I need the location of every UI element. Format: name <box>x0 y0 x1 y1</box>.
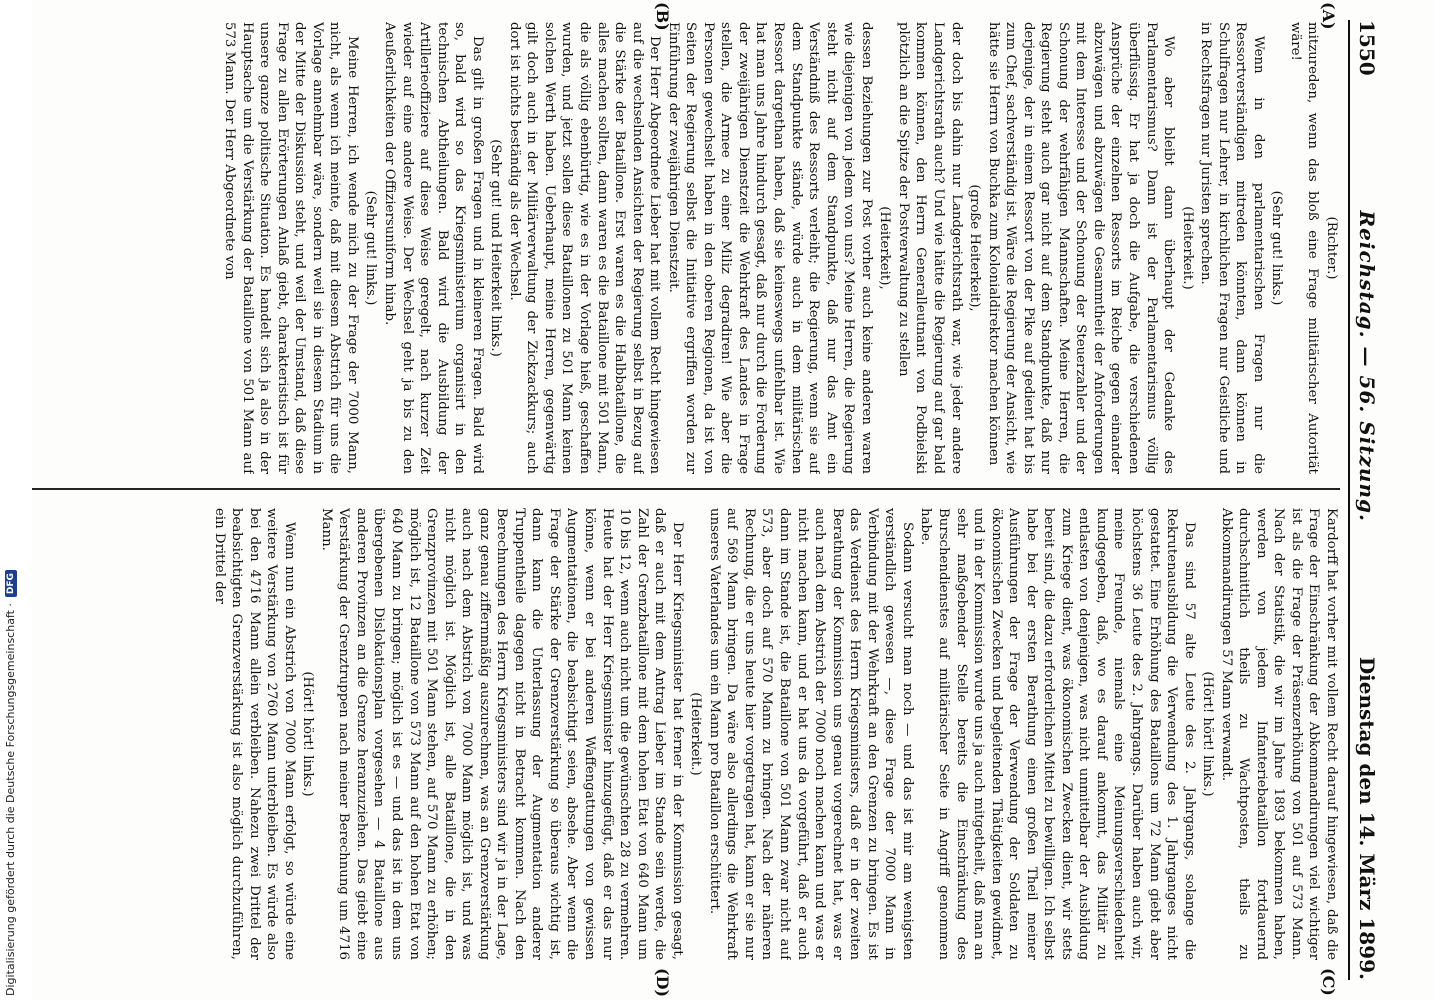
header-date: Dienstag den 14. März 1899. <box>1355 656 1379 980</box>
page-rotated <box>2 0 1392 1000</box>
paragraph: Sodann versucht man noch — und das ist mir am wenigsten verständlich gewesen —, diese Frage der 7000 Mann in Verbindung mit der Wehrkraft an den Grenzen zu bringen. Es ist das Verdienst des Herrn Kriegsministers, daß er in der zweiten Berathung der Kommission uns genau vorgerechnet hat, was er auch nach dem Abstrich der 7000 noch machen kann und was er nicht machen kann, und er hat uns da vorgeführt, daß er auch dann im Stande ist, die Bataillone von 501 Mann zwar nicht auf 573, aber doch auf 570 Mann zu bringen. Nach der näheren Rechnung, die er uns heute hier vorgetragen hat, kann er sie nur auf 569 Mann bringen. Da wäre also allerdings die Wehrkraft unseres Vaterlandes um ein Mann pro Bataillon erschüttert. <box>706 508 915 960</box>
right-column <box>20 508 1340 960</box>
paragraph: Kardorff hat vorher mit vollem Recht darauf hingewiesen, daß die Frage der Einschränkung der Abkommandirungen viel wichtiger ist als die Frage der Präsenzerhöhung von 501 auf 573 Mann. Nach der Statistik, die wir im Jahre 1893 bekommen haben, werden von jedem Infanteriebataillon fortdauernd durchschnittlich theils zu Wachtposten, theils zu Abkommandirungen 57 Mann verwandt. <box>1218 508 1339 960</box>
margin-marker-c: (C) <box>1319 968 1338 996</box>
paragraph: Das sind 57 alte Leute des 2. Jahrgangs, solange die Rekrutenausbildung die Verwendung des 1. Jahrganges nicht gestattet. Eine Erhöhung des Bataillons um 72 Mann giebt aber höchstens 36 Leute des 2. Jahrgangs. Darüber haben auch wir, meine Freunde, niemals eine Meinungsverschiedenheit kundgegeben, daß, wo es darauf ankommt, das Militär zu entlasten von denjenigen, was nicht unmittelbar der Ausbildung zum Kriege dient, was ökonomischen Zwecken dient, wir stets bereit sind, die dazu erforderlichen Mittel zu bewilligen. Ich selbst habe bei der ersten Berathung einen großen Theil meiner Ausführungen der Frage der Verwendung der Soldaten zu ökonomischen Zwecken und begleitenden Thätigkeiten gewidmet, und in der Kommission wurde uns ja auch mitgetheilt, daß man an sehr maßgebender Stelle bereits die Einschränkung des Burschendienstes auf militärischer Seite in Angriff genommen habe. <box>918 508 1197 960</box>
header-title: Reichstag. — 56. Sitzung. <box>1355 210 1379 522</box>
footer-strip <box>0 0 32 1000</box>
page-number: 1550 <box>1355 20 1379 76</box>
paragraph: Der Herr Kriegsminister hat ferner in der Kommission gesagt, daß er auch mit dem Antrag Lieber im Stande sein werde, die Zahl der Grenzbataillone mit dem hohen Etat von 640 Mann um 10 bis 12, wenn auch nicht um die gewünschten 28 zu vermehren. Heute hat der Herr Kriegsminister hinzugefügt, daß er das nur könne, wenn er bei anderen Waffengattungen von gewissen Augmentationen, die beabsichtigt seien, absehe. Aber wenn die Frage der Stärke der Grenzverstärkung so überaus wichtig ist, dann kann die Unterlassung der Augmentation anderer Truppentheile dagegen nicht in Betracht kommen. Nach den Berechnungen des Herrn Kriegsministers sind wir ja in der Lage, ganz genau ziffernmäßig auszurechnen, was an Grenzverstärkung auch nach dem Abstrich von 7000 Mann möglich ist, und was nicht möglich ist. Möglich ist, alle Bataillone, die in den Grenzprovinzen mit 501 Mann stehen, auf 570 Mann zu erhöhen; möglich ist, 12 Bataillone von 573 Mann auf den hohen Etat von 640 Mann zu bringen; möglich ist es — und das ist in dem uns übergebenen Dislokationsplan vorgesehen — 4 Bataillone aus anderen Provinzen an die Grenze heranzuziehen. Das giebt eine Verstärkung der Grenztruppen nach meiner Berechnung um 4716 Mann. <box>318 508 685 960</box>
interjection: (Heiterkeit), <box>877 206 893 290</box>
margin-marker-a: (A) <box>1319 2 1338 30</box>
interjection: (Hört! hört! links.) <box>1200 671 1216 797</box>
paragraph: Der Herr Abgeordnete Lieber hat mit vollem Recht hingewiesen auf die wechselnden Ansichten der Regierung selbst in Bezug auf die Stärke der Bataillone. Erst waren es die Halbbataillone, die alles machen sollten, dann waren es die Bataillone mit 501 Mann, die als völlig ebenbürtig, wie es in der Vorlage hieß, geschaffen wurden, und jetzt sollen diese Bataillonen zu 501 Mann keinen solchen Werth haben. Ueberhaupt, meine Herren, gegenwärtig gilt doch auch in der Militärverwaltung der Zickzackkurs; auch dort ist nichts beständig als der Wechsel. <box>506 22 663 474</box>
interjection: (Hört! hört! links.) <box>300 671 316 797</box>
dfg-logo: DFG <box>5 570 17 597</box>
paragraph: Meine Herren, ich wende mich zu der Frage der 7000 Mann, nicht, als wenn ich meinte, daß mit diesem Abstrich für uns die Vorlage annehmbar wäre, sondern weil sie in diesem Stadium in der Mitte der Diskussion steht, und weil der Umstand, daß diese Frage zu allen Erörterungen Anlaß giebt, charakteristisch ist für unsere ganze politische Situation. Es handelt sich ja also in der Hauptsache um die Verstärkung der Bataillone von 501 Mann auf 573 Mann. Der Herr Abgeordnete von <box>222 22 360 474</box>
interjection: (Heiterkeit.) <box>1179 206 1195 290</box>
interjection: (Sehr gut! links.) <box>363 190 379 306</box>
interjection: (große Heiterkeit), <box>967 184 983 312</box>
paragraph: dessen Beziehungen zur Post vorher auch keine anderen waren wie diejenigen von jedem von uns? Meine Herren, die Regierung steht nicht auf dem Standpunkte, daß nur das Amt ein Verständniß des Ressorts verleiht; die Regierung, wenn sie auf dem Standpunkte stände, würde auch in dem militärischen Ressort dargethan haben, daß sie keineswegs unfehlbar ist. Wie hat man uns Jahre hindurch gesagt, daß nur durch die Forderung der zweijährigen Dienstzeit die Wehrkraft des Landes in Frage stellen, die Armee zu einer Miliz degradiren! Wie aber die Personen gewechselt haben in den oberen Regionen, da ist von Seiten der Regierung selbst die Initiative ergriffen worden zur Einführung der zweijährigen Dienstzeit. <box>665 22 874 474</box>
paragraph: Wo aber bleibt dann überhaupt der Gedanke des Parlamentarismus? Dann ist der Parlamentarismus völlig überflüssig. Er hat ja doch die Aufgabe, die verschiedenen Ansprüche der einzelnen Ressorts im Reiche gegen einander abzuwägen und abzuwägen die Gesammtheit der Anforderungen mit dem Interesse und der Schonung der Steuerzahler und der Schonung der wehrfähigen Mannschaften. Meine Herren, die Regierung steht auch gar nicht auf dem Standpunkte, daß nur derjenige, der in einem Ressort von der Pike auf gedient hat bis zum Chef, sachverständig ist. Wäre die Regierung der Ansicht, wie hätte sie Herrn von Buchka zum Kolonialdirektor machen können <box>985 22 1177 474</box>
interjection: (Richter.) <box>1324 216 1339 280</box>
paragraph: Wenn nun ein Abstrich von 7000 Mann erfolgt, so würde eine weitere Verstärkung von 2760 Mann unterbleiben. Es würde also bei den 4716 Mann allein verbleiben. Nahezu zwei Drittel der beabsichtigten Grenzverstärkung ist also möglich durchzuführen, ein Drittel der <box>211 508 297 960</box>
margin-marker-b: (B) <box>653 2 672 31</box>
footer-credit-text: Digitalisierung gefördert durch die Deutsche Forschungsgemeinschaft · <box>4 603 17 996</box>
paragraph: Wenn in den parlamentarischen Fragen nur die Ressortverständigen mitreden könnten, dann können in Schulfragen nur Lehrer, in kirchlichen Fragen nur Geistliche und in Rechtsfragen nur Juristen sprechen. <box>1198 22 1266 474</box>
footer-credit <box>4 6 17 996</box>
column-divider <box>20 488 1340 490</box>
left-column <box>20 22 1340 474</box>
interjection: (Heiterkeit.) <box>688 692 704 776</box>
margin-marker-d: (D) <box>653 968 672 998</box>
paragraph: Das gilt in großen Fragen und in kleineren Fragen. Bald wird so, bald wird so das Kriegsministerium organisirt in den technischen Abtheilungen. Bald wird die Ausbildung der Artillerieoffiziere auf diese Weise geregelt, nach kurzer Zeit wieder auf eine andere Weise. Der Wechsel geht ja bis zu den Aeußerlichkeiten der Offiziersuniform hinab. <box>382 22 485 474</box>
page-header <box>1348 20 1384 980</box>
paragraph: der doch bis dahin nur Landgerichtsrath war, wie jeder andere Landgerichtsrath auch? Und wie hätte die Regierung auf gar bald kommen können, den Herrn Generalleutnant von Podbielski plötzlich an die Spitze der Postverwaltung zu stellen <box>895 22 964 474</box>
interjection: (Sehr gut! und Heiterkeit links.) <box>488 139 504 357</box>
interjection: (Sehr gut! links.) <box>1269 190 1285 306</box>
paragraph: mitzureden, wenn das bloß eine Frage militärischer Autorität wäre! <box>1287 22 1321 474</box>
